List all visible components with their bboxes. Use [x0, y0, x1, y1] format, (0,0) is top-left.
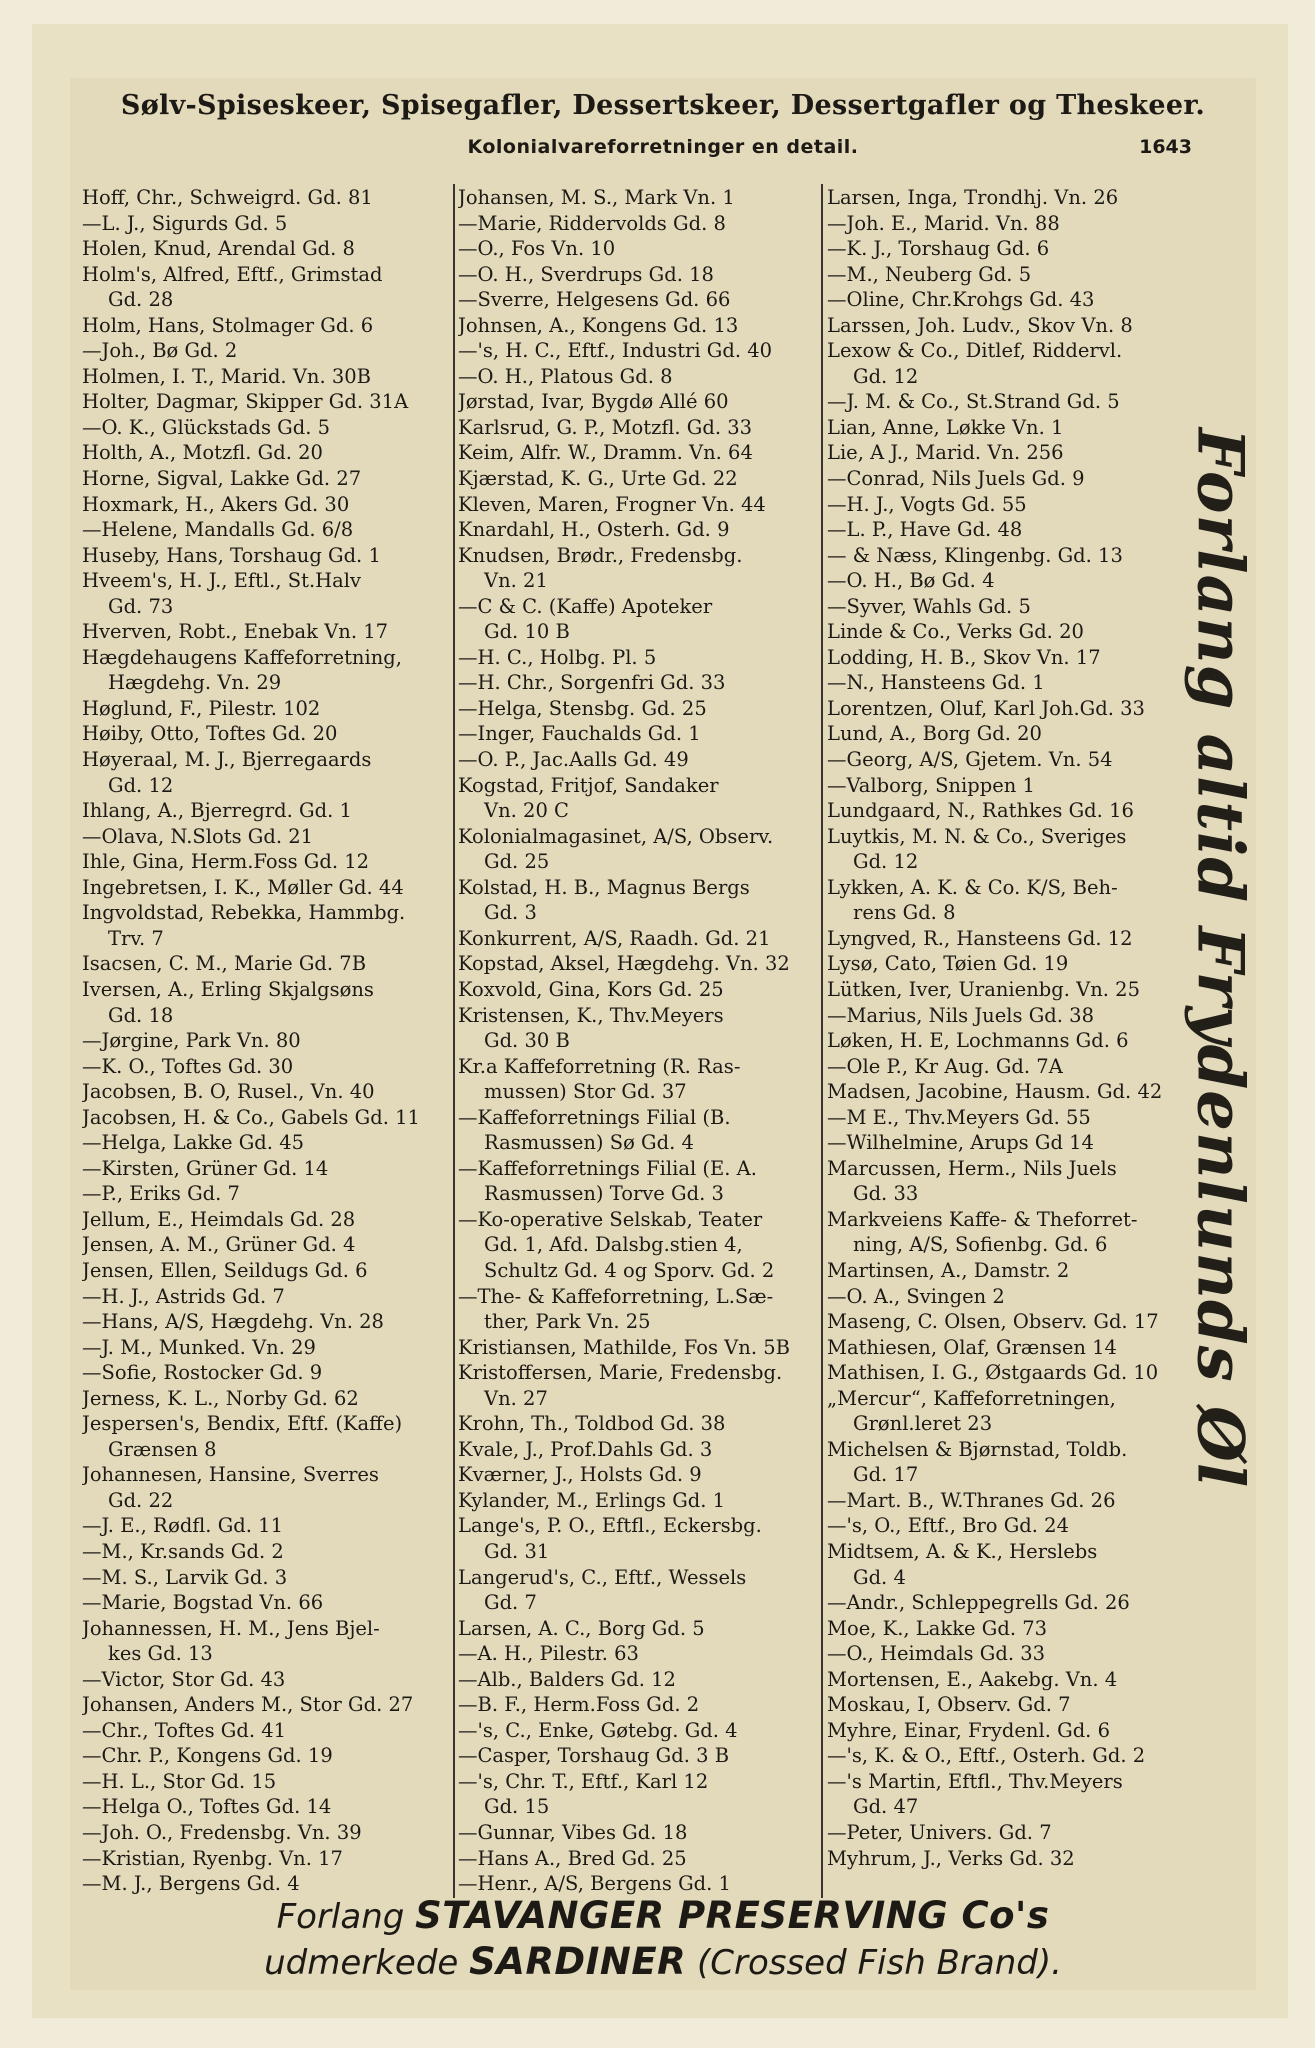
directory-entry: Maseng, C. Olsen, Observ. Gd. 17	[827, 1310, 1159, 1334]
directory-entry: —Jørgine, Park Vn. 80	[82, 1029, 301, 1053]
directory-entry: —Helga, Stensbg. Gd. 25	[458, 696, 707, 720]
directory-entry: —M. J., Bergens Gd. 4	[82, 1872, 300, 1896]
directory-entry: Høyeraal, M. J., Bjerregaards	[82, 748, 372, 772]
column-divider	[453, 184, 455, 1898]
directory-entry: —Kaffeforretnings Filial (B.	[458, 1105, 731, 1129]
page-title: Sølv-Spiseskeer, Spisegafler, Dessertskeer, Dessertgafler og Theskeer.	[120, 90, 1206, 121]
directory-entry: —N., Hansteens Gd. 1	[827, 671, 1045, 695]
directory-entry: —Alb., Balders Gd. 12	[458, 1667, 676, 1691]
directory-entry: —Mart. B., W.Thranes Gd. 26	[827, 1488, 1116, 1512]
directory-entry: —Marie, Riddervolds Gd. 8	[458, 211, 726, 235]
directory-entry: —Syver, Wahls Gd. 5	[827, 594, 1031, 618]
directory-entry: Kleven, Maren, Frogner Vn. 44	[458, 492, 766, 516]
directory-entry: Linde & Co., Verks Gd. 20	[827, 620, 1084, 644]
directory-entry: Kristoffersen, Marie, Fredensbg.	[458, 1361, 783, 1385]
directory-entry: Johansen, Anders M., Stor Gd. 27	[82, 1693, 414, 1717]
directory-entry: Løken, H. E, Lochmanns Gd. 6	[827, 1029, 1129, 1053]
entry-continuation: Gd. 12	[853, 364, 919, 388]
footer-ad-text: Forlang	[276, 1897, 416, 1937]
directory-entry: Lund, A., Borg Gd. 20	[827, 722, 1042, 746]
directory-entry: Ihlang, A., Bjerregrd. Gd. 1	[82, 799, 352, 823]
directory-entry: Kr.a Kaffeforretning (R. Ras-	[458, 1054, 741, 1078]
directory-entry: Larsen, Inga, Trondhj. Vn. 26	[827, 186, 1119, 209]
directory-entry: Madsen, Jacobine, Hausm. Gd. 42	[827, 1080, 1163, 1104]
directory-entry: —K. J., Torshaug Gd. 6	[827, 237, 1050, 261]
directory-entry: Kværner, J., Holsts Gd. 9	[458, 1463, 702, 1487]
directory-entry: —Gunnar, Vibes Gd. 18	[458, 1821, 688, 1844]
entry-continuation: Schultz Gd. 4 og Sporv. Gd. 2	[484, 1258, 775, 1282]
directory-entry: Larsen, A. C., Borg Gd. 5	[458, 1616, 705, 1640]
entry-continuation: Vn. 20 C	[484, 799, 569, 823]
directory-entry: Keim, Alfr. W., Dramm. Vn. 64	[458, 441, 753, 465]
directory-entry: —B. F., Herm.Foss Gd. 2	[458, 1693, 700, 1717]
entry-continuation: Gd. 18	[108, 1003, 174, 1027]
directory-entry: Hverven, Robt., Enebak Vn. 17	[82, 620, 389, 644]
directory-entry: —M E., Thv.Meyers Gd. 55	[827, 1105, 1091, 1129]
directory-entry: —M., Kr.sands Gd. 2	[82, 1539, 284, 1563]
directory-entry: Lütken, Iver, Uranienbg. Vn. 25	[827, 977, 1140, 1001]
directory-entry: —Joh., Bø Gd. 2	[82, 339, 238, 363]
entry-continuation: Gd. 12	[108, 773, 174, 797]
entry-continuation: Gd. 22	[108, 1488, 174, 1512]
directory-entry: —H. C., Holbg. Pl. 5	[458, 645, 657, 669]
directory-entry: Karlsrud, G. P., Motzfl. Gd. 33	[458, 415, 753, 439]
directory-entry: —K. O., Toftes Gd. 30	[82, 1054, 294, 1078]
directory-entry: —H. L., Stor Gd. 15	[82, 1769, 277, 1793]
directory-entry: —C & C. (Kaffe) Apoteker	[458, 594, 713, 618]
directory-entry: —Sofie, Rostocker Gd. 9	[82, 1361, 323, 1385]
directory-entry: —Wilhelmine, Arups Gd 14	[827, 1131, 1094, 1155]
entry-continuation: Grønl.leret 23	[853, 1412, 993, 1436]
entry-continuation: Gd. 47	[853, 1795, 919, 1819]
directory-column-3	[827, 185, 1193, 1871]
directory-entry: —O. A., Svingen 2	[827, 1284, 1005, 1308]
directory-entry: —Inger, Fauchalds Gd. 1	[458, 722, 701, 746]
entry-continuation: Vn. 21	[484, 569, 548, 593]
directory-entry: —L. J., Sigurds Gd. 5	[82, 211, 288, 235]
entry-continuation: Gd. 30 B	[484, 1029, 570, 1053]
directory-entry: Hoff, Chr., Schweigrd. Gd. 81	[82, 186, 373, 209]
directory-entry: —M., Neuberg Gd. 5	[827, 262, 1032, 286]
directory-entry: —H. J., Vogts Gd. 55	[827, 492, 1027, 516]
directory-entry: — & Næss, Klingenbg. Gd. 13	[827, 543, 1123, 567]
directory-entry: Johannesen, Hansine, Sverres	[82, 1463, 379, 1487]
footer-ad-text: (Crossed Fish Brand).	[686, 1943, 1062, 1983]
directory-entry: „Mercur“, Kaffeforretningen,	[827, 1386, 1116, 1410]
directory-entry: Michelsen & Bjørnstad, Toldb.	[827, 1437, 1128, 1461]
directory-entry: Kopstad, Aksel, Hægdehg. Vn. 32	[458, 952, 790, 976]
directory-entry: —'s, Chr. T., Eftf., Karl 12	[458, 1769, 709, 1793]
directory-entry: Holm, Hans, Stolmager Gd. 6	[82, 313, 374, 337]
directory-entry: Kristiansen, Mathilde, Fos Vn. 5B	[458, 1335, 790, 1359]
directory-entry: —J. M. & Co., St.Strand Gd. 5	[827, 390, 1120, 414]
directory-entry: Jørstad, Ivar, Bygdø Allé 60	[458, 390, 729, 414]
entry-continuation: Gd. 31	[484, 1539, 550, 1563]
directory-entry: Kolstad, H. B., Magnus Bergs	[458, 875, 750, 899]
directory-entry: —Sverre, Helgesens Gd. 66	[458, 288, 731, 312]
directory-entry: Kjærstad, K. G., Urte Gd. 22	[458, 467, 738, 491]
directory-entry: Ihle, Gina, Herm.Foss Gd. 12	[82, 850, 370, 874]
directory-entry: —O., Heimdals Gd. 33	[827, 1642, 1046, 1666]
directory-page	[70, 78, 1256, 1990]
directory-entry: Ingebretsen, I. K., Møller Gd. 44	[82, 875, 404, 899]
directory-entry: —Helene, Mandalls Gd. 6/8	[82, 518, 354, 542]
directory-entry: Hægdehaugens Kaffeforretning,	[82, 645, 402, 669]
directory-entry: Huseby, Hans, Torshaug Gd. 1	[82, 543, 381, 567]
directory-entry: Kolonialmagasinet, A/S, Observ.	[458, 824, 774, 848]
entry-continuation: Gd. 4	[853, 1565, 906, 1589]
directory-entry: —H. Chr., Sorgenfri Gd. 33	[458, 671, 726, 695]
directory-entry: —'s, K. & O., Eftf., Osterh. Gd. 2	[827, 1744, 1146, 1768]
directory-entry: Konkurrent, A/S, Raadh. Gd. 21	[458, 926, 771, 950]
directory-entry: —Helga, Lakke Gd. 45	[82, 1131, 305, 1155]
footer-advertisement-line-2	[70, 1940, 1256, 1983]
entry-continuation: mussen) Stor Gd. 37	[484, 1080, 687, 1104]
directory-entry: —'s, C., Enke, Gøtebg. Gd. 4	[458, 1718, 738, 1742]
entry-continuation: kes Gd. 13	[108, 1642, 213, 1666]
directory-entry: Iversen, A., Erling Skjalgsøns	[82, 977, 374, 1001]
directory-entry: Lange's, P. O., Eftfl., Eckersbg.	[458, 1514, 762, 1538]
directory-entry: Luytkis, M. N. & Co., Sveriges	[827, 824, 1127, 848]
directory-entry: Mathisen, I. G., Østgaards Gd. 10	[827, 1361, 1159, 1385]
directory-entry: —O. H., Bø Gd. 4	[827, 569, 995, 593]
directory-entry: —The- & Kaffeforretning, L.Sæ-	[458, 1284, 774, 1308]
page-number: 1643	[1139, 136, 1192, 158]
directory-entry: Lundgaard, N., Rathkes Gd. 16	[827, 799, 1134, 823]
entry-continuation: Gd. 10 B	[484, 620, 570, 644]
directory-entry: Kylander, M., Erlings Gd. 1	[458, 1488, 726, 1512]
footer-ad-text: udmerkede	[264, 1943, 470, 1983]
directory-entry: —'s, H. C., Eftf., Industri Gd. 40	[458, 339, 773, 363]
directory-column-1	[82, 185, 450, 1897]
directory-entry: Jespersen's, Bendix, Eftf. (Kaffe)	[82, 1412, 403, 1436]
directory-entry: Moskau, I, Observ. Gd. 7	[827, 1693, 1071, 1717]
entry-continuation: Trv. 7	[108, 926, 164, 950]
entry-continuation: Grænsen 8	[108, 1437, 217, 1461]
entry-continuation: Gd. 15	[484, 1795, 550, 1819]
entry-continuation: Gd. 17	[853, 1463, 919, 1487]
directory-entry: —Hans A., Bred Gd. 25	[458, 1846, 687, 1870]
directory-entry: Lorentzen, Oluf, Karl Joh.Gd. 33	[827, 696, 1145, 720]
section-subtitle: Kolonialvareforretninger en detail.	[467, 136, 859, 158]
entry-continuation: ning, A/S, Sofienbg. Gd. 6	[853, 1233, 1108, 1257]
directory-entry: Larssen, Joh. Ludv., Skov Vn. 8	[827, 313, 1133, 337]
entry-continuation: ther, Park Vn. 25	[484, 1310, 651, 1334]
directory-entry: Moe, K., Lakke Gd. 73	[827, 1616, 1048, 1640]
directory-entry: —'s Martin, Eftfl., Thv.Meyers	[827, 1769, 1123, 1793]
directory-entry: Hveem's, H. J., Eftl., St.Halv	[82, 569, 362, 593]
directory-entry: —Chr., Toftes Gd. 41	[82, 1718, 287, 1742]
directory-entry: —Kirsten, Grüner Gd. 14	[82, 1156, 329, 1180]
entry-continuation: Gd. 7	[484, 1591, 537, 1615]
directory-entry: —O. H., Sverdrups Gd. 18	[458, 262, 714, 286]
directory-entry: —Hans, A/S, Hægdehg. Vn. 28	[82, 1310, 384, 1334]
directory-entry: Kvale, J., Prof.Dahls Gd. 3	[458, 1437, 713, 1461]
directory-entry: Lian, Anne, Løkke Vn. 1	[827, 415, 1064, 439]
directory-entry: Koxvold, Gina, Kors Gd. 25	[458, 977, 724, 1001]
entry-continuation: rens Gd. 8	[853, 901, 956, 925]
directory-entry: Markveiens Kaffe- & Theforret-	[827, 1207, 1138, 1231]
directory-entry: Johansen, M. S., Mark Vn. 1	[458, 186, 735, 209]
entry-continuation: Hægdehg. Vn. 29	[108, 671, 282, 695]
directory-entry: Jacobsen, B. O, Rusel., Vn. 40	[82, 1080, 375, 1104]
directory-entry: Jerness, K. L., Norby Gd. 62	[82, 1386, 359, 1410]
directory-entry: Martinsen, A., Damstr. 2	[827, 1258, 1070, 1282]
directory-entry: Jellum, E., Heimdals Gd. 28	[82, 1207, 356, 1231]
entry-continuation: Gd. 28	[108, 288, 174, 312]
directory-entry: —Olava, N.Slots Gd. 21	[82, 824, 314, 848]
directory-entry: Jensen, Ellen, Seildugs Gd. 6	[82, 1258, 368, 1282]
directory-entry: —Oline, Chr.Krohgs Gd. 43	[827, 288, 1095, 312]
directory-entry: Holter, Dagmar, Skipper Gd. 31A	[82, 390, 409, 414]
directory-entry: Lodding, H. B., Skov Vn. 17	[827, 645, 1101, 669]
directory-entry: —Kaffeforretnings Filial (E. A.	[458, 1156, 757, 1180]
directory-entry: —A. H., Pilestr. 63	[458, 1642, 639, 1666]
directory-entry: —O. H., Platous Gd. 8	[458, 364, 673, 388]
directory-entry: Lie, A J., Marid. Vn. 256	[827, 441, 1064, 465]
directory-entry: Knardahl, H., Osterh. Gd. 9	[458, 518, 730, 542]
directory-entry: Høglund, F., Pilestr. 102	[82, 696, 321, 720]
directory-entry: —Henr., A/S, Bergens Gd. 1	[458, 1872, 731, 1896]
directory-entry: —M. S., Larvik Gd. 3	[82, 1565, 288, 1589]
directory-entry: Jacobsen, H. & Co., Gabels Gd. 11	[82, 1105, 420, 1129]
entry-continuation: Gd. 12	[853, 850, 919, 874]
directory-entry: Lykken, A. K. & Co. K/S, Beh-	[827, 875, 1118, 899]
directory-entry: Myhrum, J., Verks Gd. 32	[827, 1846, 1075, 1870]
directory-entry: —Marie, Bogstad Vn. 66	[82, 1591, 324, 1615]
directory-entry: Lexow & Co., Ditlef, Riddervl.	[827, 339, 1123, 363]
directory-entry: —L. P., Have Gd. 48	[827, 518, 1023, 542]
directory-entry: Holth, A., Motzfl. Gd. 20	[82, 441, 323, 465]
directory-entry: Jensen, A. M., Grüner Gd. 4	[82, 1233, 356, 1257]
page-background	[32, 24, 1288, 2018]
directory-entry: Midtsem, A. & K., Herslebs	[827, 1539, 1098, 1563]
directory-entry: Holm's, Alfred, Eftf., Grimstad	[82, 262, 383, 286]
directory-entry: —Joh. O., Fredensbg. Vn. 39	[82, 1821, 362, 1844]
directory-entry: Mortensen, E., Aakebg. Vn. 4	[827, 1667, 1118, 1691]
directory-entry: —Helga O., Toftes Gd. 14	[82, 1795, 332, 1819]
directory-entry: —Casper, Torshaug Gd. 3 B	[458, 1744, 730, 1768]
footer-ad-product: SARDINER	[469, 1940, 687, 1983]
directory-entry: —J. E., Rødfl. Gd. 11	[82, 1514, 283, 1538]
entry-continuation: Vn. 27	[484, 1386, 548, 1410]
directory-entry: Krohn, Th., Toldbod Gd. 38	[458, 1412, 726, 1436]
entry-continuation: Rasmussen) Torve Gd. 3	[484, 1182, 724, 1206]
footer-ad-brand: STAVANGER PRESERVING Co's	[415, 1894, 1050, 1937]
directory-entry: Holen, Knud, Arendal Gd. 8	[82, 237, 355, 261]
directory-entry: Johnsen, A., Kongens Gd. 13	[458, 313, 739, 337]
directory-entry: —Georg, A/S, Gjetem. Vn. 54	[827, 748, 1113, 772]
directory-entry: —'s, O., Eftf., Bro Gd. 24	[827, 1514, 1069, 1538]
entry-continuation: Gd. 1, Afd. Dalsbg.stien 4,	[484, 1233, 743, 1257]
directory-entry: —Joh. E., Marid. Vn. 88	[827, 211, 1060, 235]
directory-entry: —Kristian, Ryenbg. Vn. 17	[82, 1846, 343, 1870]
directory-entry: —Ole P., Kr Aug. Gd. 7A	[827, 1054, 1063, 1078]
directory-entry: —H. J., Astrids Gd. 7	[82, 1284, 285, 1308]
directory-entry: Myhre, Einar, Frydenl. Gd. 6	[827, 1718, 1110, 1742]
directory-entry: Johannessen, H. M., Jens Bjel-	[82, 1616, 380, 1640]
side-advertisement: Forlang altid Frydenlunds Øl	[1182, 427, 1258, 1489]
directory-entry: —O. K., Glückstads Gd. 5	[82, 415, 331, 439]
directory-entry: —Peter, Univers. Gd. 7	[827, 1821, 1052, 1844]
directory-entry: —Victor, Stor Gd. 43	[82, 1667, 286, 1691]
directory-entry: Høiby, Otto, Toftes Gd. 20	[82, 722, 338, 746]
column-divider	[821, 184, 823, 1898]
directory-entry: —P., Eriks Gd. 7	[82, 1182, 240, 1206]
footer-advertisement-line-1	[70, 1894, 1256, 1937]
directory-entry: Knudsen, Brødr., Fredensbg.	[458, 543, 743, 567]
directory-entry: Isacsen, C. M., Marie Gd. 7B	[82, 952, 367, 976]
directory-entry: —Andr., Schleppegrells Gd. 26	[827, 1591, 1130, 1615]
directory-entry: —Valborg, Snippen 1	[827, 773, 1035, 797]
directory-entry: Kristensen, K., Thv.Meyers	[458, 1003, 724, 1027]
directory-entry: Lysø, Cato, Tøien Gd. 19	[827, 952, 1069, 976]
entry-continuation: Gd. 3	[484, 901, 537, 925]
entry-continuation: Gd. 73	[108, 594, 174, 618]
directory-entry: —Ko-operative Selskab, Teater	[458, 1207, 763, 1231]
directory-column-2	[458, 185, 820, 1897]
directory-entry: Langerud's, C., Eftf., Wessels	[458, 1565, 747, 1589]
directory-entry: Mathiesen, Olaf, Grænsen 14	[827, 1335, 1117, 1359]
entry-continuation: Gd. 25	[484, 850, 550, 874]
directory-entry: —Marius, Nils Juels Gd. 38	[827, 1003, 1094, 1027]
directory-entry: Hoxmark, H., Akers Gd. 30	[82, 492, 350, 516]
directory-entry: Marcussen, Herm., Nils Juels	[827, 1156, 1117, 1180]
directory-entry: —J. M., Munked. Vn. 29	[82, 1335, 316, 1359]
directory-entry: Ingvoldstad, Rebekka, Hammbg.	[82, 901, 406, 925]
directory-entry: —Conrad, Nils Juels Gd. 9	[827, 467, 1085, 491]
entry-continuation: Rasmussen) Sø Gd. 4	[484, 1131, 694, 1155]
directory-entry: Kogstad, Fritjof, Sandaker	[458, 773, 719, 797]
directory-entry: Horne, Sigval, Lakke Gd. 27	[82, 467, 362, 491]
directory-entry: —O. P., Jac.Aalls Gd. 49	[458, 748, 689, 772]
directory-entry: —Chr. P., Kongens Gd. 19	[82, 1744, 333, 1768]
directory-entry: Holmen, I. T., Marid. Vn. 30B	[82, 364, 372, 388]
directory-entry: Lyngved, R., Hansteens Gd. 12	[827, 926, 1133, 950]
entry-continuation: Gd. 33	[853, 1182, 919, 1206]
directory-entry: —O., Fos Vn. 10	[458, 237, 616, 261]
